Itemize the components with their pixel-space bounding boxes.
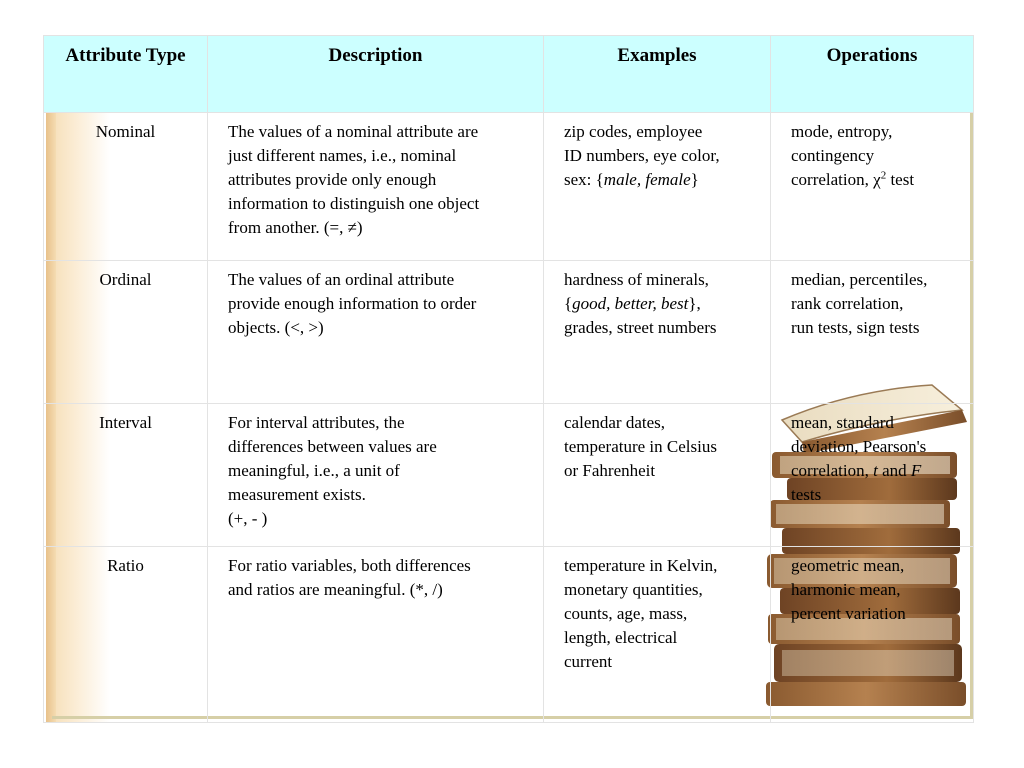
attribute-type-cell: Ratio	[44, 547, 208, 723]
attribute-type-cell: Interval	[44, 404, 208, 547]
table-row-ratio	[44, 547, 974, 723]
examples-cell: zip codes, employee ID numbers, eye color, sex: {male, female}	[544, 113, 771, 261]
table-header-row	[44, 36, 974, 113]
attribute-type-cell: Nominal	[44, 113, 208, 261]
table-row-ordinal	[44, 261, 974, 404]
header-description: Description	[208, 36, 544, 113]
examples-cell: temperature in Kelvin, monetary quantities, counts, age, mass, length, electrical current	[544, 547, 771, 723]
header-examples: Examples	[544, 36, 771, 113]
operations-cell: mode, entropy, contingency correlation, $\chi^2$ test	[771, 113, 974, 261]
table-row-interval	[44, 404, 974, 547]
header-operations: Operations	[771, 36, 974, 113]
examples-cell: hardness of minerals, {good, better, best}, grades, street numbers	[544, 261, 771, 404]
table-row-nominal	[44, 113, 974, 261]
header-attribute-type: Attribute Type	[44, 36, 208, 113]
description-cell: For interval attributes, the differences between values are meaningful, i.e., a unit of measurement exists. (+, - )	[208, 404, 544, 547]
description-cell: For ratio variables, both differences and ratios are meaningful. (*, /)	[208, 547, 544, 723]
attribute-type-cell: Ordinal	[44, 261, 208, 404]
operations-cell: geometric mean, harmonic mean, percent variation	[771, 547, 974, 723]
operations-cell: mean, standard deviation, Pearson's correlation, t and F tests	[771, 404, 974, 547]
description-cell: The values of a nominal attribute are just different names, i.e., nominal attributes provide only enough information to distinguish one object from another. (=, ≠)	[208, 113, 544, 261]
description-cell: The values of an ordinal attribute provide enough information to order objects. (<, >)	[208, 261, 544, 404]
examples-cell: calendar dates, temperature in Celsius or Fahrenheit	[544, 404, 771, 547]
attribute-types-table	[43, 35, 974, 723]
operations-cell: median, percentiles, rank correlation, run tests, sign tests	[771, 261, 974, 404]
